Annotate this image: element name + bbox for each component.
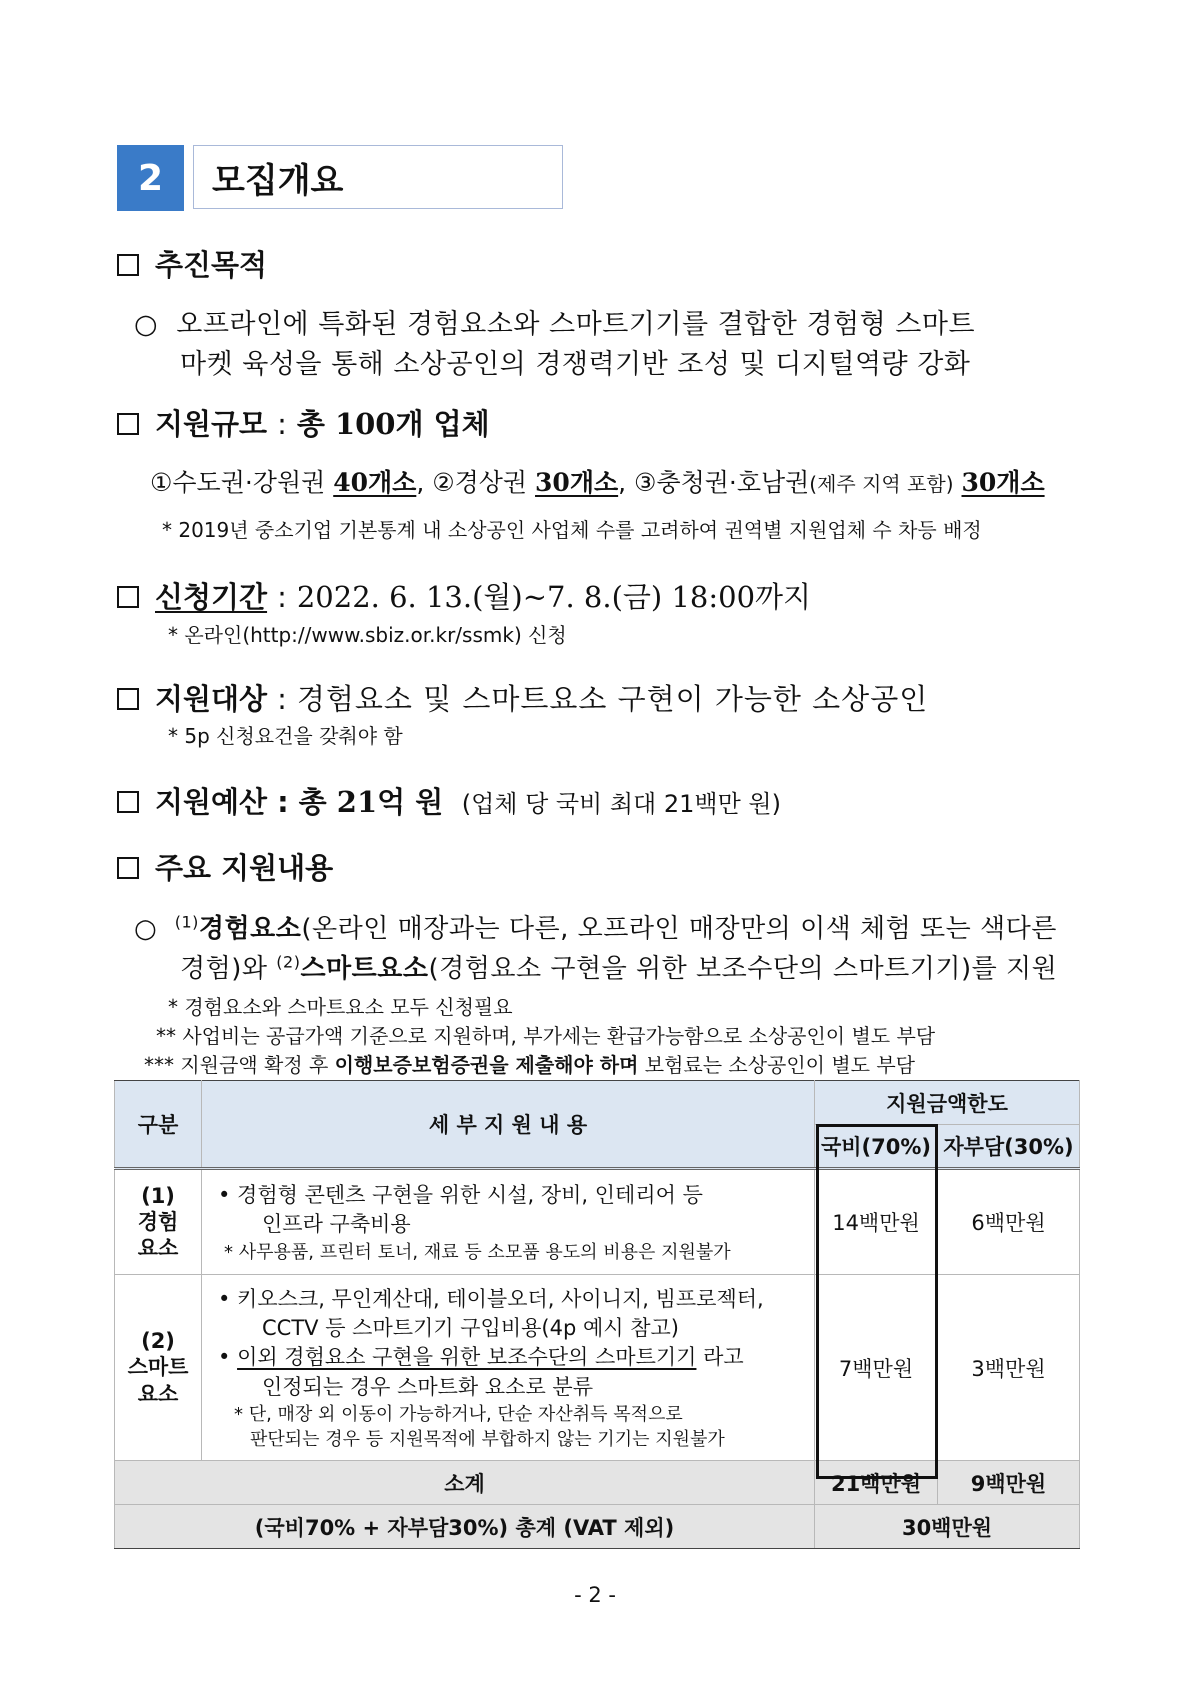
- region-3-count: 30개소: [961, 468, 1045, 497]
- subtotal-gov: 21백만원: [815, 1461, 938, 1505]
- row1-self: 6백만원: [938, 1169, 1080, 1275]
- row2-cat-b: 스마트: [127, 1355, 189, 1380]
- header-category: 구분: [115, 1081, 202, 1169]
- row2-detail: [202, 1275, 815, 1461]
- table-row: [115, 1275, 1080, 1461]
- row2-item-2-rest: 라고: [696, 1345, 744, 1370]
- smart-label: 스마트요소: [300, 954, 429, 984]
- content-heading-row: [117, 846, 333, 887]
- row2-item-1: [218, 1285, 804, 1344]
- subtotal-self: 9백만원: [938, 1461, 1080, 1505]
- row2-self: 3백만원: [938, 1275, 1080, 1461]
- subtotal-row: [115, 1461, 1080, 1505]
- region-2-label: ②경상권: [432, 468, 536, 497]
- purpose-text-1: 오프라인에 특화된 경험요소와 스마트기기를 결합한 경험형 스마트: [176, 309, 976, 340]
- row1-item-1-b: 인프라 구축비용: [262, 1212, 411, 1237]
- row1-category: [115, 1169, 202, 1275]
- total-row: [115, 1505, 1080, 1549]
- row1-item-1-a: • 경험형 콘텐츠 구현을 위한 시설, 장비, 인테리어 등: [218, 1183, 703, 1208]
- row1-cat-c: 요소: [137, 1236, 179, 1261]
- target-heading: 지원대상: [155, 682, 268, 716]
- superscript-1: (1): [174, 912, 199, 932]
- content-heading: 주요 지원내용: [155, 851, 334, 885]
- purpose-line-2: 마켓 육성을 통해 소상공인의 경쟁력기반 조성 및 디지털역량 강화: [180, 349, 971, 380]
- row1-gov: 14백만원: [815, 1169, 938, 1275]
- scale-note: * 2019년 중소기업 기본통계 내 소상공인 사업체 수를 고려하여 권역별 지원업체 수 차등 배정: [162, 518, 982, 542]
- target-note: * 5p 신청요건을 갖춰야 함: [168, 724, 403, 748]
- superscript-2: (2): [276, 952, 301, 972]
- total-value: 30백만원: [815, 1505, 1080, 1549]
- separator: ,: [416, 468, 433, 497]
- scale-regions: [150, 463, 1045, 499]
- checkbox-square-icon: [117, 586, 139, 608]
- period-value: 2022. 6. 13.(월)~7. 8.(금) 18:00까지: [296, 580, 812, 614]
- support-table: [114, 1080, 1080, 1549]
- region-3-note: (제주 지역 포함): [809, 472, 954, 496]
- section-title: 모집개요: [193, 145, 563, 209]
- row2-item-2: [218, 1343, 804, 1402]
- colon: :: [277, 407, 287, 441]
- colon: :: [277, 682, 287, 716]
- target-value: 경험요소 및 스마트요소 구현이 가능한 소상공인: [296, 682, 929, 716]
- circle-bullet-icon: ○: [134, 309, 159, 340]
- note-3-bold: 이행보증보험증권을 제출해야 하며: [334, 1053, 639, 1077]
- subtotal-label: 소계: [115, 1461, 815, 1505]
- purpose-heading-row: [117, 243, 267, 284]
- row2-item-1-a: • 키오스크, 무인계산대, 테이블오더, 사이니지, 빔프로젝터,: [218, 1286, 764, 1311]
- row2-item-2-underlined: 이외 경험요소 구현을 위한 보조수단의 스마트기기: [237, 1345, 697, 1370]
- colon: :: [277, 580, 287, 614]
- checkbox-square-icon: [117, 254, 139, 276]
- row2-category: [115, 1275, 202, 1461]
- total-label: (국비70% + 자부담30%) 총계 (VAT 제외): [115, 1505, 815, 1549]
- row2-item-1-b: CCTV 등 스마트기기 구입비용(4p 예시 참고): [262, 1315, 679, 1340]
- scale-heading-row: [117, 402, 490, 443]
- row2-note-b: 판단되는 경우 등 지원목적에 부합하지 않는 기기는 지원불가: [250, 1429, 725, 1451]
- target-heading-row: [117, 677, 928, 718]
- region-2-count: 30개소: [535, 468, 619, 497]
- budget-value: 총 21억 원: [298, 785, 444, 819]
- colon: :: [277, 785, 289, 819]
- header-gov: 국비(70%): [815, 1125, 938, 1169]
- period-heading: 신청기간: [155, 580, 268, 614]
- purpose-line-1: [134, 302, 975, 341]
- note-3-part-c: 보험료는 소상공인이 별도 부담: [638, 1053, 915, 1077]
- checkbox-square-icon: [117, 857, 139, 879]
- note-3-part-a: *** 지원금액 확정 후: [144, 1053, 335, 1077]
- section-number: 2: [117, 145, 184, 211]
- bullet: •: [218, 1345, 238, 1370]
- checkbox-square-icon: [117, 791, 139, 813]
- experience-label: 경험요소: [198, 914, 302, 944]
- row2-cat-c: 요소: [137, 1381, 179, 1406]
- circle-bullet-icon: ○: [134, 914, 158, 944]
- scale-heading: 지원규모: [155, 407, 268, 441]
- scale-value: 총 100개 업체: [296, 407, 490, 441]
- budget-sub: (업체 당 국비 최대 21백만 원): [461, 790, 781, 818]
- region-1-label: ①수도권·강원권: [150, 468, 334, 497]
- header-self: 자부담(30%): [938, 1125, 1080, 1169]
- region-1-count: 40개소: [333, 468, 417, 497]
- separator: ,: [618, 468, 635, 497]
- row2-cat-a: (2): [141, 1329, 175, 1354]
- table-header-row: [115, 1081, 1080, 1125]
- row2-item-2-b: 인정되는 경우 스마트화 요소로 분류: [262, 1374, 593, 1399]
- row2-gov: 7백만원: [815, 1275, 938, 1461]
- row1-cat-b: 경험: [137, 1209, 179, 1234]
- experience-desc-end: 경험)와: [180, 954, 277, 984]
- purpose-heading: 추진목적: [155, 248, 268, 282]
- table-row: [115, 1169, 1080, 1275]
- experience-desc: (온라인 매장과는 다른, 오프라인 매장만의 이색 체험 또는 색다른: [301, 914, 1057, 944]
- budget-heading-row: [117, 780, 781, 821]
- row1-note: * 사무용품, 프린터 토너, 재료 등 소모품 용도의 비용은 지원불가: [224, 1241, 731, 1263]
- content-note-2: ** 사업비는 공급가액 기준으로 지원하며, 부가세는 환급가능함으로 소상공인이 별도 부담: [156, 1024, 936, 1048]
- row2-note-a: * 단, 매장 외 이동이 가능하거나, 단순 자산취득 목적으로: [234, 1404, 683, 1426]
- period-heading-row: [117, 575, 811, 616]
- row1-detail: [202, 1169, 815, 1275]
- checkbox-square-icon: [117, 688, 139, 710]
- period-note: * 온라인(http://www.sbiz.or.kr/ssmk) 신청: [168, 623, 567, 647]
- page-number: - 2 -: [574, 1583, 616, 1607]
- budget-heading: 지원예산: [155, 785, 268, 819]
- content-line-1: [134, 908, 1057, 945]
- smart-desc: (경험요소 구현을 위한 보조수단의 스마트기기)를 지원: [428, 954, 1058, 984]
- header-detail: 세 부 지 원 내 용: [202, 1081, 815, 1169]
- checkbox-square-icon: [117, 413, 139, 435]
- content-line-2: [180, 948, 1057, 985]
- content-note-3: [144, 1049, 915, 1078]
- row1-cat-a: (1): [141, 1183, 175, 1208]
- row1-item-1: [218, 1181, 804, 1240]
- region-3-label: ③충청권·호남권: [634, 468, 810, 497]
- header-limit: 지원금액한도: [815, 1081, 1080, 1125]
- content-note-1: * 경험요소와 스마트요소 모두 신청필요: [168, 995, 513, 1019]
